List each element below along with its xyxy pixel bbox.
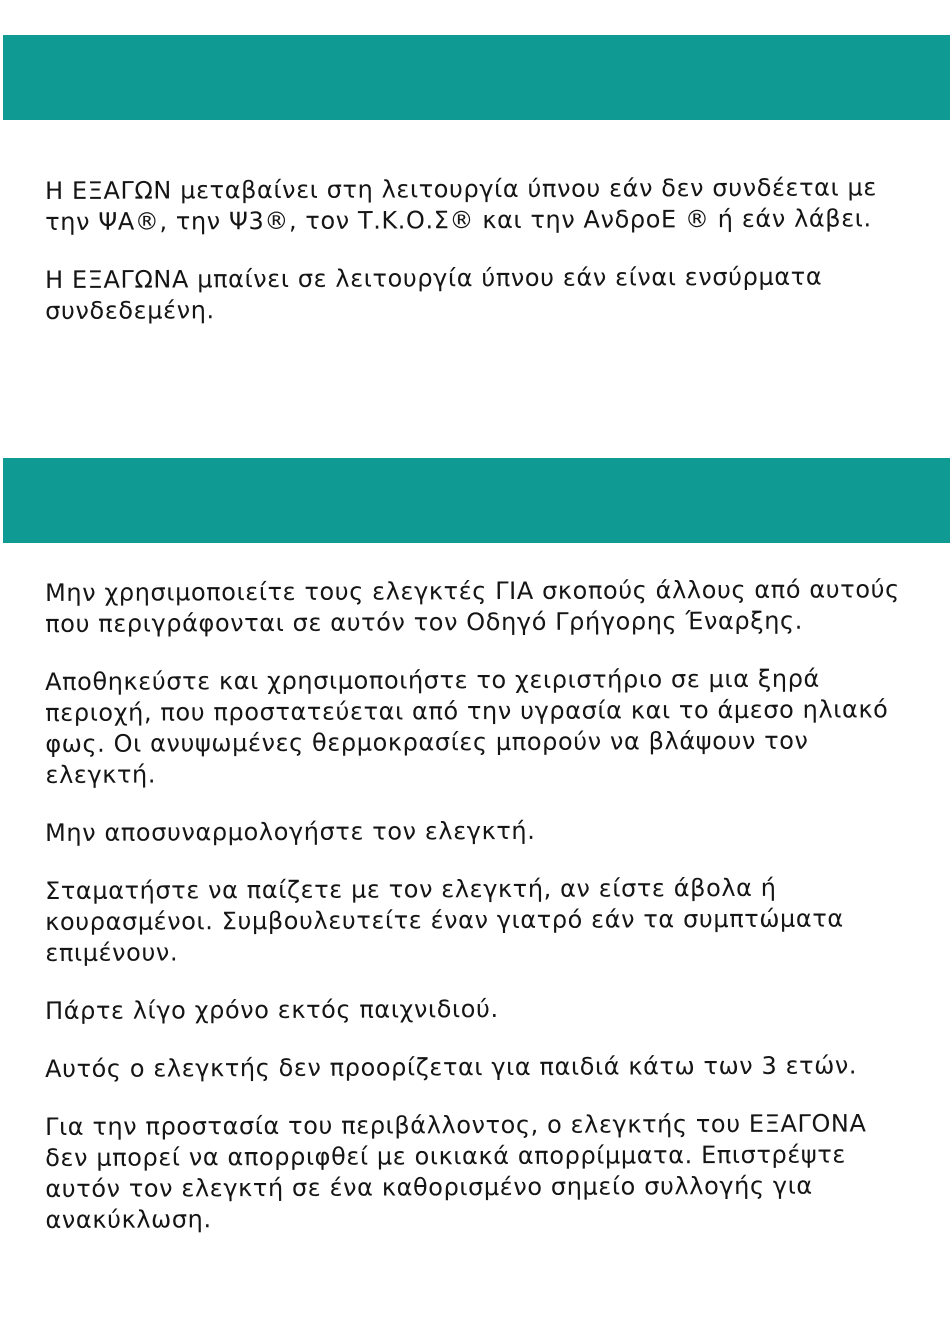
section-header-bar-2: [3, 458, 950, 543]
section-header-bar-1: [3, 35, 950, 120]
sleep-mode-wired-paragraph: Η ΕΞΑΓΩΝΑ μπαίνει σε λειτουργία ύπνου εάν είναι ενσύρματα συνδεδεμένη.: [45, 262, 823, 325]
sleep-mode-section: [45, 173, 915, 327]
break-paragraph: Πάρτε λίγο χρόνο εκτός παιχνιδιού.: [45, 995, 499, 1025]
age-warning-paragraph: Αυτός ο ελεγκτής δεν προορίζεται για παιδιά κάτω των 3 ετών.: [45, 1051, 858, 1083]
disassembly-paragraph: Μην αποσυναρμολογήστε τον ελεγκτή.: [45, 816, 536, 847]
storage-paragraph: Αποθηκεύστε και χρησιμοποιήστε το χειριστήριο σε μια ξηρά περιοχή, που προστατεύεται από την υγρασία και το άμεσο ηλιακό φως. Οι ανυψωμένες θερμοκρασίες μπορούν να βλάψουν τον ελεγκτή.: [45, 664, 889, 789]
recycling-paragraph: Για την προστασία του περιβάλλοντος, ο ελεγκτής του ΕΞΑΓΟΝΑ δεν μπορεί να απορριφθεί με οικιακά απορρίμματα. Επιστρέψτε αυτόν τον ελεγκτή σε ένα καθορισμένο σημείο συλλογής για ανακύκλωση.: [45, 1109, 867, 1234]
sleep-mode-wireless-paragraph: Η ΕΞΑΓΩΝ μεταβαίνει στη λειτουργία ύπνου εάν δεν συνδέεται με την ΨΑ®, την Ψ3®, τον Τ.Κ.Ο.Σ® και την ΑνδροΕ ® ή εάν λάβει.: [45, 173, 878, 236]
intended-use-paragraph: Μην χρησιμοποιείτε τους ελεγκτές ΓΙΑ σκοπούς άλλους από αυτούς που περιγράφονται σε αυτόν τον Οδηγό Γρήγορης Έναρξης.: [45, 575, 900, 638]
discomfort-paragraph: Σταματήστε να παίζετε με τον ελεγκτή, αν είστε άβολα ή κουρασμένοι. Συμβουλευτείτε έναν γιατρό εάν τα συμπτώματα επιμένουν.: [45, 873, 844, 967]
safety-precautions-section: [45, 575, 915, 1236]
